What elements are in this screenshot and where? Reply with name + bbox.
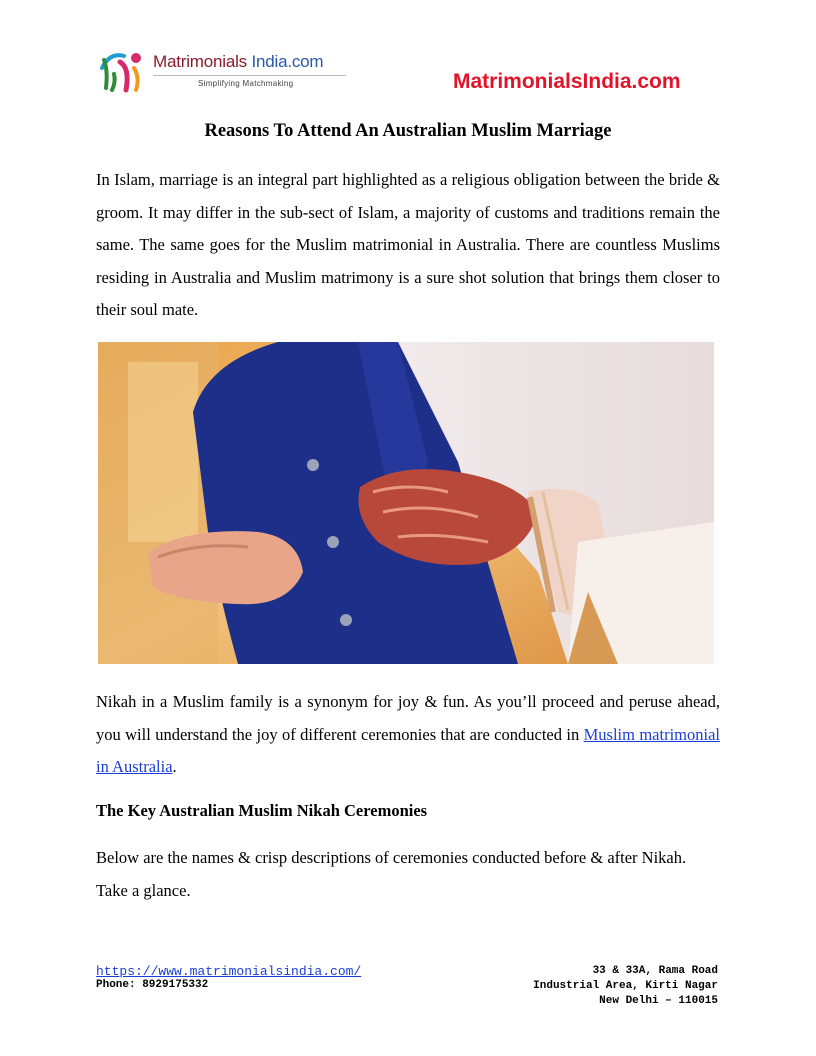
brand-heading: MatrimonialsIndia.com: [453, 70, 681, 93]
nikah-paragraph-end: .: [172, 757, 177, 776]
company-logo: [98, 48, 358, 96]
ceremonies-intro-paragraph: Below are the names & crisp descriptions of ceremonies conducted before & after Nikah. Take a glance.: [96, 848, 687, 900]
logo-tagline: Simplifying Matchmaking: [198, 79, 294, 88]
footer-address: [533, 964, 718, 1009]
address-line-2: Industrial Area, Kirti Nagar: [533, 980, 718, 992]
wedding-photo-illustration: [98, 342, 714, 664]
footer-phone: Phone: 8929175332: [96, 979, 209, 991]
intro-paragraph: In Islam, marriage is an integral part highlighted as a religious obligation between the bride & groom. It may differ in the sub-sect of Islam, a majority of customs and traditions remain the same. The same goes for the Muslim matrimonial in Australia. There are countless Muslims residing in Australia and Muslim matrimony is a sure shot solution that brings them closer to their soul mate.: [96, 170, 720, 319]
section-heading: The Key Australian Muslim Nikah Ceremonies: [96, 801, 428, 820]
page-title: Reasons To Attend An Australian Muslim Marriage: [204, 121, 612, 141]
logo-name-part2: India.com: [251, 52, 324, 71]
wedding-photo: [98, 342, 714, 664]
footer-website-link[interactable]: https://www.matrimonialsindia.com/: [96, 964, 362, 979]
logo-name-part1: Matrimonials: [153, 52, 252, 71]
address-line-3: New Delhi – 110015: [599, 995, 718, 1007]
logo-divider: [153, 75, 346, 76]
logo-name: [153, 52, 323, 72]
address-line-1: 33 & 33A, Rama Road: [592, 965, 718, 977]
nikah-paragraph-text: Nikah in a Muslim family is a synonym for joy & fun. As you’ll proceed and peruse ahead, you will understand the joy of different ceremonies that are conducted in: [96, 692, 720, 744]
muslim-matrimonial-australia-link[interactable]: Muslim matrimonial in Australia: [96, 724, 720, 776]
logo-mark-icon: [98, 48, 146, 94]
nikah-paragraph: [96, 686, 720, 784]
